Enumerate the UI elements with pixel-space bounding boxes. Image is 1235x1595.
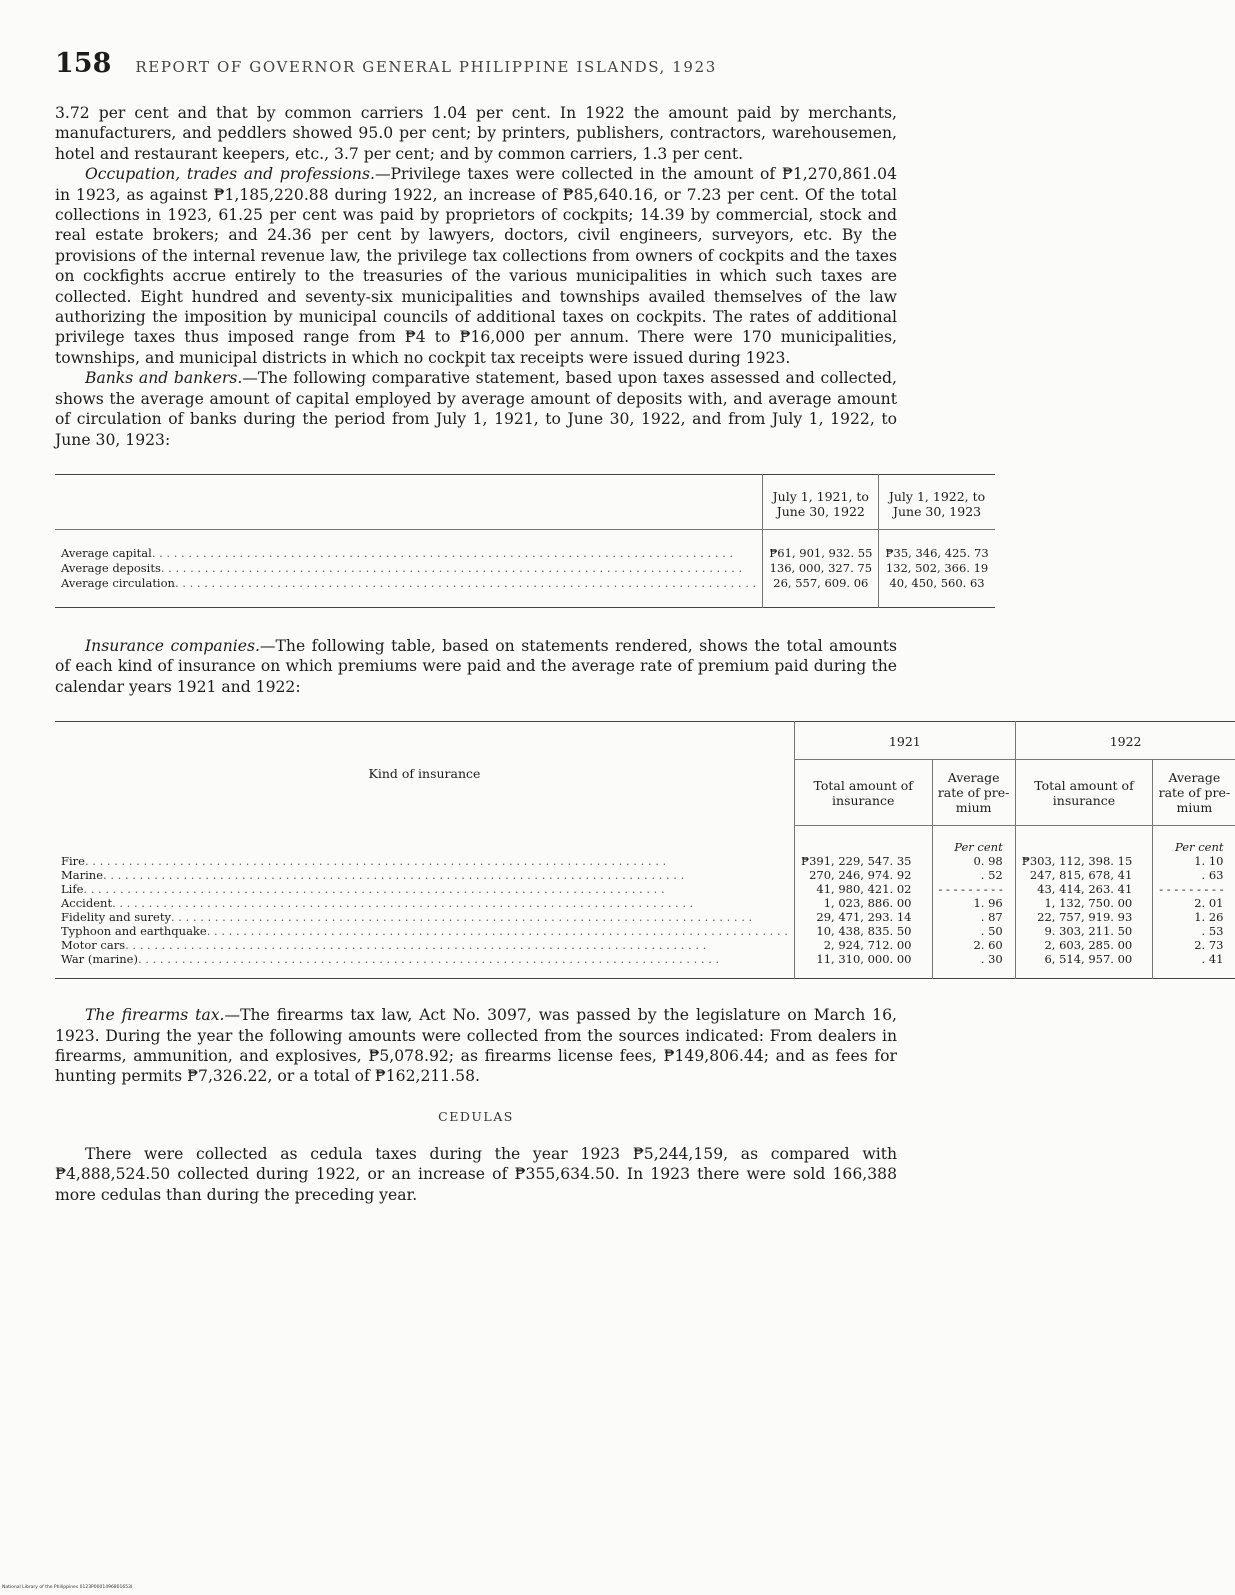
document-page — [55, 48, 1231, 1205]
cell-rate-1922: 1. 26 — [1153, 910, 1235, 924]
cell-rate-1922: 1. 10 — [1153, 854, 1235, 868]
firearms-text: —The firearms tax law, Act No. 3097, was passed by the legislature on March 16, 1923. During the year the following amounts were collected from the sources indicated: From dealers in firearms, ammunition, and explosives, ₱5,078.92; as firearms license fees, ₱149,806.44; and as fees for hunting permits ₱7,326.22, or a total of ₱162,211.58. — [55, 1006, 897, 1086]
paragraph-occupation — [55, 164, 897, 368]
cell-rate-1921: . 52 — [932, 868, 1015, 882]
section-heading-cedulas: CEDULAS — [438, 1108, 514, 1124]
cell-total-1921: 10, 438, 835. 50 — [794, 924, 932, 938]
running-title: REPORT OF GOVERNOR GENERAL PHILIPPINE ISLANDS, 1923 — [135, 58, 717, 76]
table-row — [55, 561, 995, 576]
rate-header-1921: Average rate of pre- mium — [932, 760, 1015, 826]
cell-rate-1921: - - - - - - - - - — [932, 882, 1015, 896]
occupation-text: —Privilege taxes were collected in the amount of ₱1,270,861.04 in 1923, as against ₱1,185,220.88 during 1922, an increase of ₱85,640.16, or 7.23 per cent. Of the total collections in 1923, 61.25 per cent was paid by proprietors of cockpits; 14.39 by commercial, stock and real estate brokers; and 24.36 per cent by lawyers, doctors, civil engineers, surveyors, etc. By the provisions of the internal revenue law, the privilege tax collections from owners of cockpits and the taxes on cockfights accrue entirely to the treasuries of the various municipalities in which such taxes are collected. Eight hundred and seventy-six municipalities and townships availed themselves of the law authorizing the imposition by municipal councils of additional taxes on cockpits. The rates of additional privilege taxes thus imposed range from ₱4 to ₱16,000 per annum. There were 170 municipalities, townships, and municipal districts in which no cockpit tax receipts were issued during 1923. — [55, 165, 897, 367]
cell-rate-1921: 2. 60 — [932, 938, 1015, 952]
insurance-table — [55, 721, 1235, 979]
bank-table-col1-header: July 1, 1921, to June 30, 1922 — [763, 474, 879, 529]
table-row — [55, 576, 995, 608]
row-label: Average circulation — [61, 575, 175, 590]
cell-rate-1921: 0. 98 — [932, 854, 1015, 868]
cell-value: 40, 450, 560. 63 — [879, 576, 995, 608]
table-row — [55, 854, 1235, 868]
cell-total-1921: ₱391, 229, 547. 35 — [794, 854, 932, 868]
year-header-1922: 1922 — [1015, 722, 1235, 760]
paragraph-carriers: 3.72 per cent and that by common carriers 1.04 per cent. In 1922 the amount paid by merchants, manufacturers, and peddlers showed 95.0 per cent; by printers, publishers, contractors, warehousemen, hotel and restaurant keepers, etc., 3.7 per cent; and by common carriers, 1.3 per cent. — [55, 104, 897, 163]
insurance-stub-header: Kind of insurance — [368, 766, 481, 782]
total-header-1922: Total amount of insurance — [1015, 760, 1153, 826]
occupation-heading: Occupation, trades and professions. — [85, 165, 375, 184]
row-label: Average deposits — [61, 560, 161, 575]
cell-rate-1921: . 87 — [932, 910, 1015, 924]
cell-total-1922: 247, 815, 678, 41 — [1015, 868, 1153, 882]
row-label: War (marine) — [61, 952, 138, 967]
page-number: 158 — [55, 48, 112, 79]
cell-rate-1921: 1. 96 — [932, 896, 1015, 910]
cell-rate-1921: . 50 — [932, 924, 1015, 938]
cell-total-1922: ₱303, 112, 398. 15 — [1015, 854, 1153, 868]
banks-text: —The following comparative statement, based upon taxes assessed and collected, shows the average amount of capital employed by average amount of deposits with, and average amount of circulation of banks during the period from July 1, 1921, to June 30, 1922, and from July 1, 1922, to June 30, 1923: — [55, 369, 897, 449]
year-header-1921: 1921 — [794, 722, 1015, 760]
row-label: Life — [61, 882, 84, 897]
row-label: Typhoon and earthquake — [61, 924, 207, 939]
cell-total-1921: 270, 246, 974. 92 — [794, 868, 932, 882]
row-label: Fidelity and surety — [61, 910, 171, 925]
total-header-1921: Total amount of insurance — [794, 760, 932, 826]
cell-rate-1922: - - - - - - - - - — [1153, 882, 1235, 896]
cell-rate-1922: . 53 — [1153, 924, 1235, 938]
cell-rate-1922: . 41 — [1153, 952, 1235, 979]
cell-total-1921: 1, 023, 886. 00 — [794, 896, 932, 910]
row-label: Marine — [61, 868, 104, 883]
cell-rate-1922: 2. 73 — [1153, 938, 1235, 952]
cell-rate-1922: 2. 01 — [1153, 896, 1235, 910]
table-row — [55, 529, 995, 561]
unit-label-1921: Per cent — [932, 826, 1015, 855]
row-label: Fire — [61, 854, 85, 869]
cell-rate-1921: . 30 — [932, 952, 1015, 979]
cell-value: 26, 557, 609. 06 — [763, 576, 879, 608]
page-header — [55, 48, 897, 79]
cell-value: 132, 502, 366. 19 — [879, 561, 995, 576]
unit-row — [55, 826, 1235, 855]
insurance-heading: Insurance companies. — [85, 636, 260, 655]
cell-total-1922: 1, 132, 750. 00 — [1015, 896, 1153, 910]
cell-total-1921: 41, 980, 421. 02 — [794, 882, 932, 896]
cell-value: ₱35, 346, 425. 73 — [879, 529, 995, 561]
cell-total-1921: 29, 471, 293. 14 — [794, 910, 932, 924]
paragraph-firearms — [55, 1005, 897, 1087]
cell-total-1922: 2, 603, 285. 00 — [1015, 938, 1153, 952]
row-label: Motor cars — [61, 938, 126, 953]
table-row — [55, 882, 1235, 896]
cell-rate-1922: . 63 — [1153, 868, 1235, 882]
table-row — [55, 868, 1235, 882]
paragraph-banks — [55, 368, 897, 450]
scan-footer: National Library of the Philippines 0123P0001496801653I — [2, 1585, 133, 1590]
table-row — [55, 938, 1235, 952]
cell-value: ₱61, 901, 932. 55 — [763, 529, 879, 561]
paragraph-cedulas: There were collected as cedula taxes during the year 1923 ₱5,244,159, as compared with ₱4,888,524.50 collected during 1922, or an increase of ₱355,634.50. In 1923 there were sold 166,388 more cedulas than during the preceding year. — [55, 1144, 897, 1204]
cell-total-1922: 22, 757, 919. 93 — [1015, 910, 1153, 924]
cell-total-1922: 43, 414, 263. 41 — [1015, 882, 1153, 896]
bank-table-col2-header: July 1, 1922, to June 30, 1923 — [879, 474, 995, 529]
firearms-heading: The firearms tax. — [85, 1006, 225, 1025]
bank-table-stub-header — [55, 474, 763, 529]
cell-value: 136, 000, 327. 75 — [763, 561, 879, 576]
table-row — [55, 924, 1235, 938]
bank-table — [55, 474, 995, 608]
row-label: Average capital — [61, 545, 152, 560]
table-row — [55, 910, 1235, 924]
table-row — [55, 952, 1235, 979]
cell-total-1921: 2, 924, 712. 00 — [794, 938, 932, 952]
paragraph-insurance — [55, 636, 897, 697]
row-label: Accident — [61, 896, 113, 911]
table-row — [55, 896, 1235, 910]
cell-total-1922: 6, 514, 957. 00 — [1015, 952, 1153, 979]
banks-heading: Banks and bankers. — [85, 369, 243, 388]
unit-label-1922: Per cent — [1153, 826, 1235, 855]
rate-header-1922: Average rate of pre- mium — [1153, 760, 1235, 826]
insurance-text: —The following table, based on statements rendered, shows the total amounts of each kind of insurance on which premiums were paid and the average rate of premium paid during the calendar years 1921 and 1922: — [55, 636, 898, 696]
cell-total-1922: 9. 303, 211. 50 — [1015, 924, 1153, 938]
cell-total-1921: 11, 310, 000. 00 — [794, 952, 932, 979]
